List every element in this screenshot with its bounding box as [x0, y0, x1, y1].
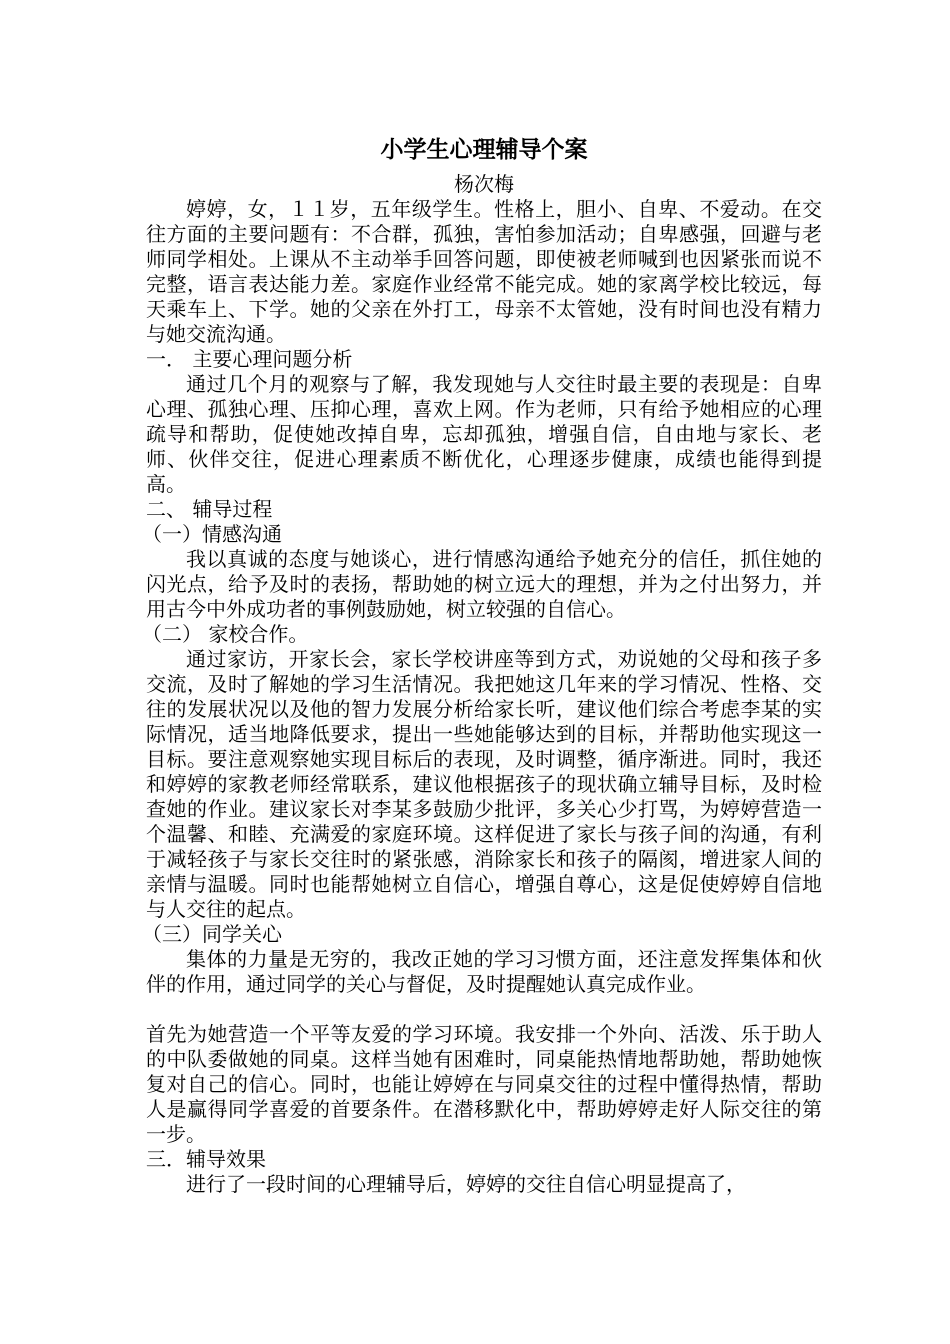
author-name: 杨次梅 — [454, 172, 514, 196]
document-page — [142, 128, 822, 1197]
section-1-heading: 一． 主要心理问题分析 — [146, 347, 353, 371]
subsection-2-paragraph: 通过家访，开家长会，家长学校讲座等到方式，劝说她的父母和孩子多交流，及时了解她的学习生活情况。我把她这几年来的学习情况、性格、交往的发展状况以及他的智力发展分析给家长听，建议他们综合考虑李某的实际情况，适当地降低要求，提出一些她能够达到的目标，并帮助他实现这一目标。要注意观察她实现目标后的表现，及时调整，循序渐进。同时，我还和婷婷的家教老师经常联系，建议他根据孩子的现状确立辅导目标，及时检查她的作业。建议家长对李某多鼓励少批评，多关心少打骂，为婷婷营造一个温馨、和睦、充满爱的家庭环境。这样促进了家长与孩子间的沟通，有利于减轻孩子与家长交往时的紧张感，消除家长和孩子的隔阂，增进家人间的亲情与温暖。同时也能帮她树立自信心，增强自尊心，这是促使婷婷自信地与人交往的起点。 — [146, 647, 822, 921]
subsection-3-heading: （三）同学关心 — [142, 922, 282, 946]
subsection-1-heading: （一）情感沟通 — [142, 522, 282, 546]
subsection-3-paragraph: 集体的力量是无穷的，我改正她的学习习惯方面，还注意发挥集体和伙伴的作用，通过同学的关心与督促，及时提醒她认真完成作业。 — [146, 947, 822, 996]
document-title: 小学生心理辅导个案 — [380, 136, 588, 163]
subsection-1-paragraph: 我以真诚的态度与她谈心，进行情感沟通给予她充分的信任，抓住她的闪光点，给予及时的表扬，帮助她的树立远大的理想，并为之付出努力，并用古今中外成功者的事例鼓励她，树立较强的自信心。 — [146, 547, 822, 621]
section-3-heading: 三．辅导效果 — [146, 1147, 266, 1171]
section-1-paragraph: 通过几个月的观察与了解，我发现她与人交往时最主要的表现是：自卑心理、孤独心理、压抑心理，喜欢上网。作为老师，只有给予她相应的心理疏导和帮助，促使她改掉自卑，忘却孤独，增强自信，自由地与家长、老师、伙伴交往，促进心理素质不断优化，心理逐步健康，成绩也能得到提高。 — [146, 372, 822, 496]
section-2-heading: 二、 辅导过程 — [146, 497, 273, 521]
intro-paragraph: 婷婷，女，１１岁，五年级学生。性格上，胆小、自卑、不爱动。在交往方面的主要问题有：不合群，孤独，害怕参加活动；自卑感强，回避与老师同学相处。上课从不主动举手回答问题，即使被老师喊到也因紧张而说不完整，语言表达能力差。家庭作业经常不能完成。她的家离学校比较远，每天乘车上、下学。她的父亲在外打工，母亲不太管她，没有时间也没有精力与她交流沟通。 — [146, 197, 822, 346]
subsection-3-paragraph-2: 首先为她营造一个平等友爱的学习环境。我安排一个外向、活泼、乐于助人的中队委做她的同桌。这样当她有困难时，同桌能热情地帮助她，帮助她恢复对自己的信心。同时，也能让婷婷在与同桌交往的过程中懂得热情，帮助人是赢得同学喜爱的首要条件。在潜移默化中，帮助婷婷走好人际交往的第一步。 — [146, 1022, 822, 1146]
section-3-paragraph: 进行了一段时间的心理辅导后，婷婷的交往自信心明显提高了， — [186, 1172, 746, 1196]
subsection-2-heading: （二） 家校合作。 — [142, 622, 309, 646]
blank-line — [146, 997, 822, 1022]
